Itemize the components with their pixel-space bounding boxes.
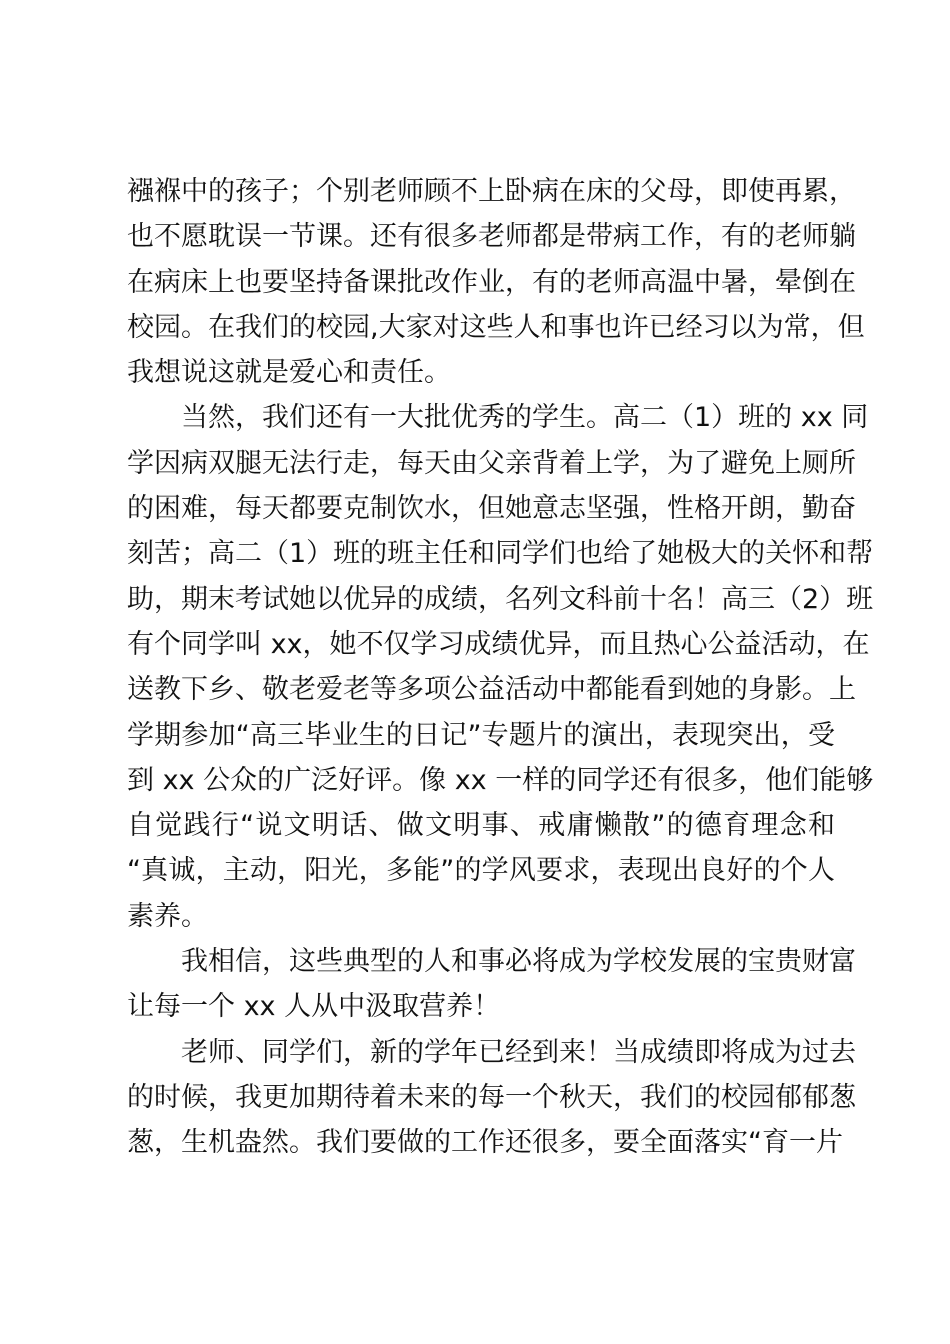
text-line: 送教下乡、敬老爱老等多项公益活动中都能看到她的身影。上 xyxy=(127,674,856,706)
text-line: 校园。在我们的校园,大家对这些人和事也许已经习以为常，但 xyxy=(127,311,865,343)
text-line: 自觉践行“说文明话、做文明事、戒庸懒散”的德育理念和 xyxy=(127,810,835,842)
text-line: 助，期末考试她以优异的成绩，名列文科前十名！高三（2）班 xyxy=(127,583,874,615)
text-line: 素养。 xyxy=(127,900,208,932)
text-line: 襁褓中的孩子；个别老师顾不上卧病在床的父母，即使再累， xyxy=(127,176,856,207)
text-line: 让每一个 xx 人从中汲取营养！ xyxy=(127,991,501,1023)
document-body xyxy=(127,169,874,1166)
text-line: 我想说这就是爱心和责任。 xyxy=(127,357,451,389)
text-line: 的时候，我更加期待着未来的每一个秋天，我们的校园郁郁葱 xyxy=(127,1081,856,1113)
text-line: 在病床上也要坚持备课批改作业，有的老师高温中暑，晕倒在 xyxy=(127,266,856,298)
text-line: 学因病双腿无法行走，每天由父亲背着上学，为了避免上厕所 xyxy=(127,447,856,479)
text-line: 葱，生机盎然。我们要做的工作还很多，要全面落实“育一片 xyxy=(127,1127,843,1159)
text-line: 学期参加“高三毕业生的日记”专题片的演出，表现突出，受 xyxy=(127,719,835,751)
paragraph-first-line: 我相信，这些典型的人和事必将成为学校发展的宝贵财富 xyxy=(181,946,856,978)
text-line: 也不愿耽误一节课。还有很多老师都是带病工作，有的老师躺 xyxy=(127,221,856,253)
text-line: 到 xx 公众的广泛好评。像 xx 一样的同学还有很多，他们能够 xyxy=(127,764,874,796)
text-line: 的困难，每天都要克制饮水，但她意志坚强，性格开朗，勤奋 xyxy=(127,493,856,525)
text-line: 刻苦；高二（1）班的班主任和同学们也给了她极大的关怀和帮 xyxy=(127,538,874,570)
text-line: “真诚，主动，阳光，多能”的学风要求，表现出良好的个人 xyxy=(127,855,835,887)
paragraph-first-line: 老师、同学们，新的学年已经到来！当成绩即将成为过去 xyxy=(181,1036,856,1068)
text-line: 有个同学叫 xx，她不仅学习成绩优异，而且热心公益活动，在 xyxy=(127,628,870,660)
paragraph-first-line: 当然，我们还有一大批优秀的学生。高二（1）班的 xx 同 xyxy=(181,402,869,434)
